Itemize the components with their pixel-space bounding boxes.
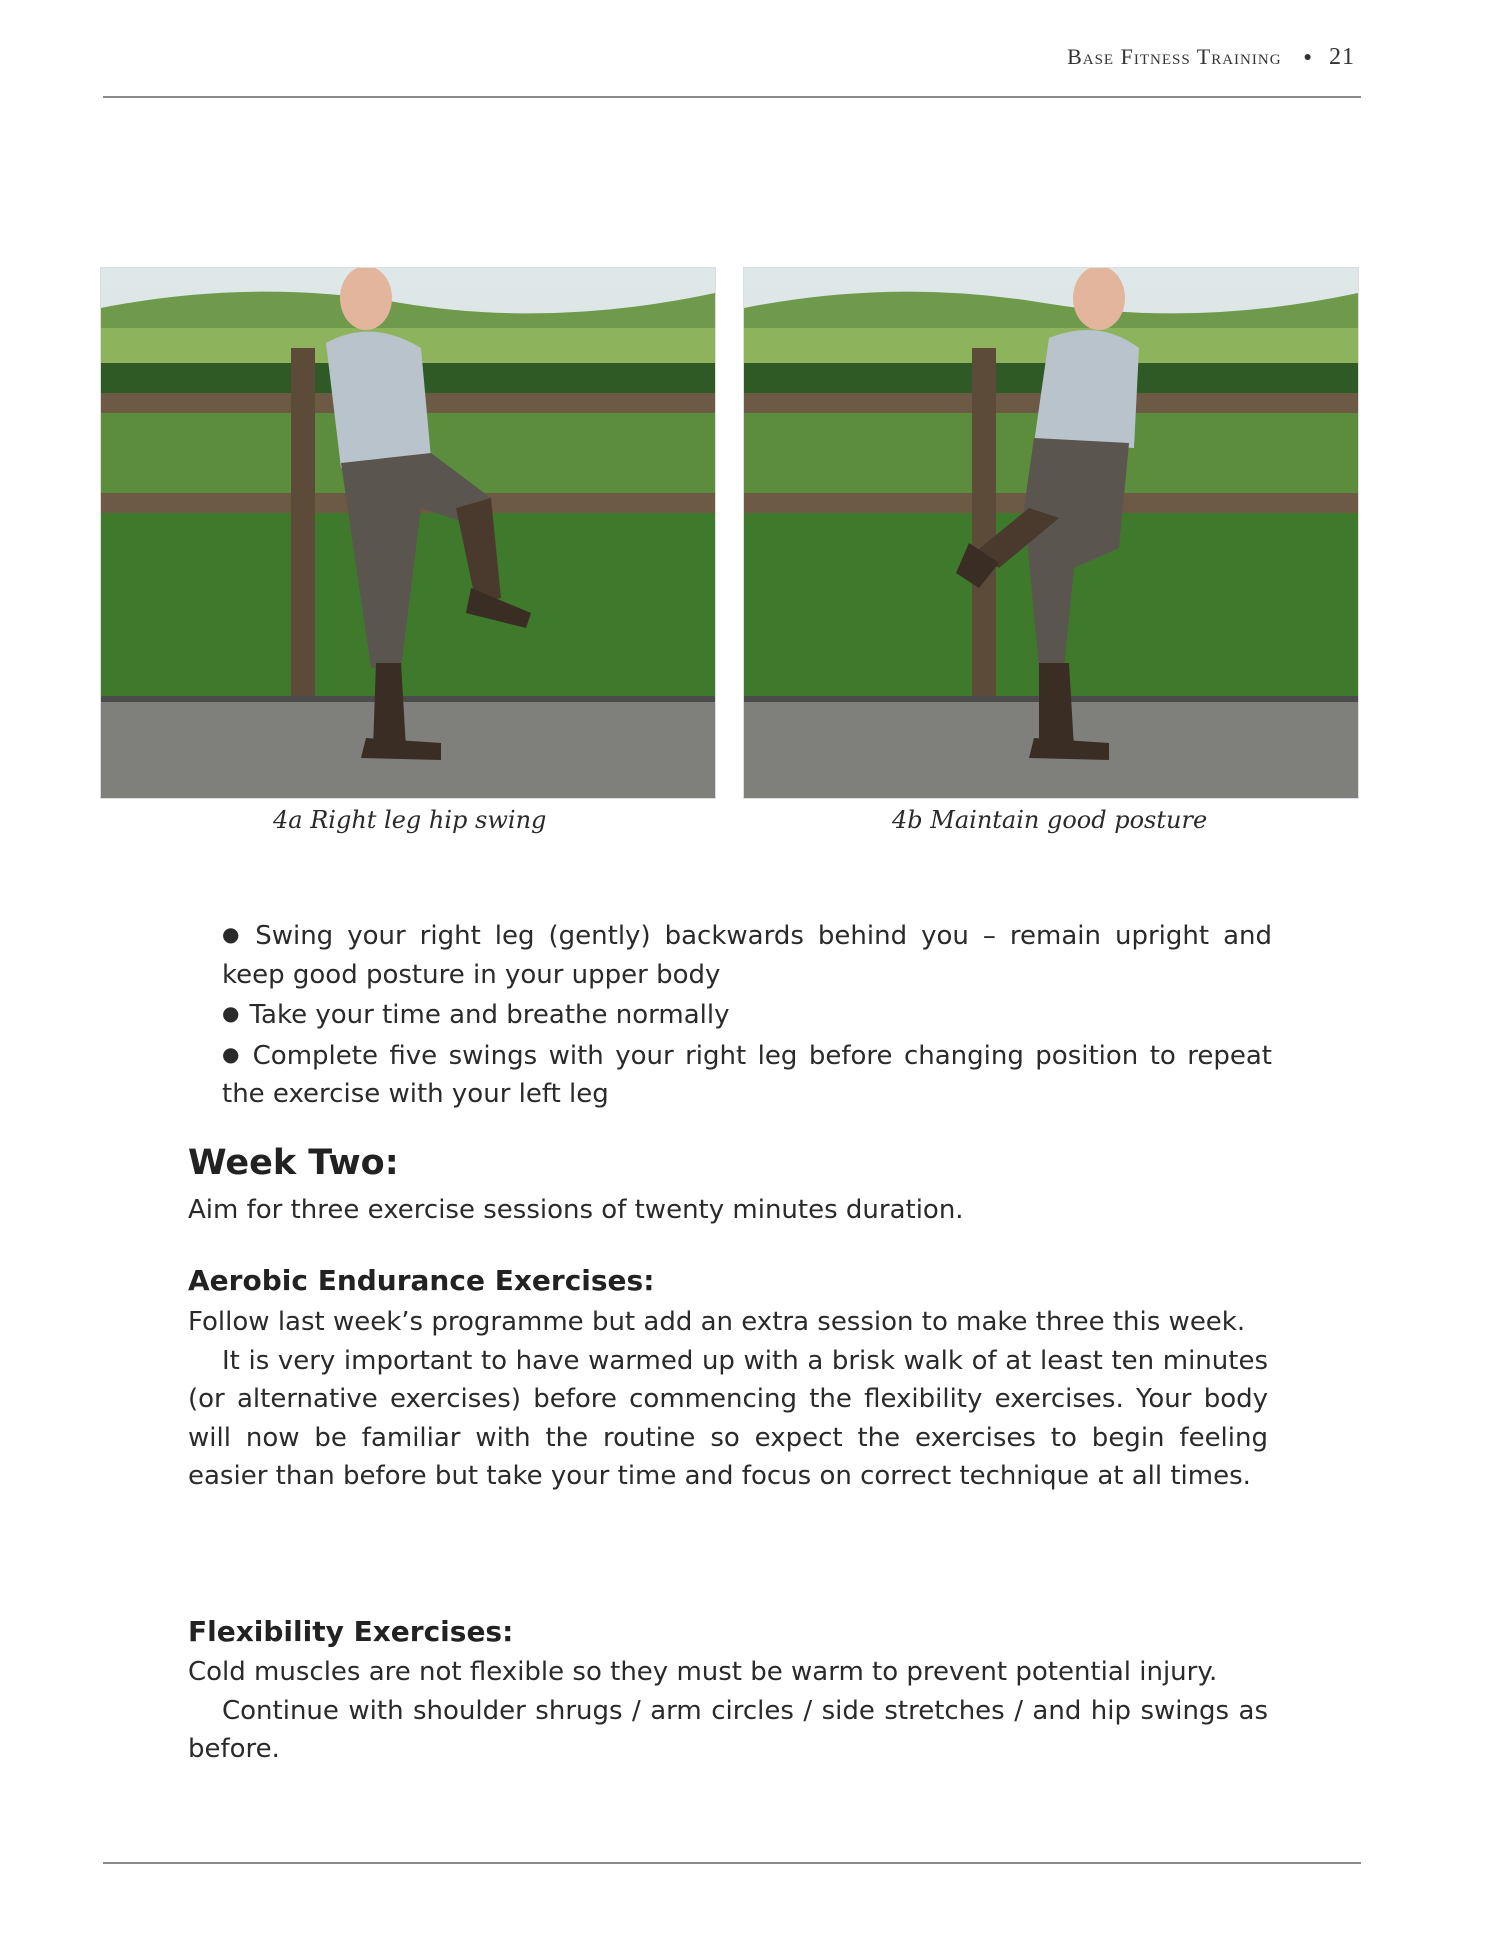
bullet-separator: ● bbox=[1303, 50, 1313, 65]
flexibility-text bbox=[188, 1653, 1268, 1769]
running-title: Base Fitness Training bbox=[1067, 44, 1282, 69]
photo-4b bbox=[743, 267, 1359, 799]
figure-caption-4a: 4a Right leg hip swing bbox=[273, 806, 547, 834]
subheading-aerobic: Aerobic Endurance Exercises: bbox=[188, 1264, 655, 1297]
figure-caption-4b: 4b Maintain good posture bbox=[892, 806, 1208, 834]
list-item: ● Complete five swings with your right leg before changing position to repeat the exercise with your left leg bbox=[222, 1040, 1273, 1109]
aerobic-text bbox=[188, 1303, 1268, 1496]
footer-rule bbox=[103, 1862, 1361, 1864]
page-number: 21 bbox=[1329, 44, 1355, 70]
subheading-flexibility: Flexibility Exercises: bbox=[188, 1615, 514, 1648]
list-item: ● Take your time and breathe normally bbox=[222, 1000, 730, 1030]
running-header bbox=[0, 44, 1355, 71]
week-two-intro: Aim for three exercise sessions of twenty minutes duration. bbox=[188, 1195, 964, 1225]
section-heading-week-two: Week Two: bbox=[188, 1143, 399, 1183]
list-item: ● Swing your right leg (gently) backwards behind you – remain upright and keep good posture in your upper body bbox=[222, 921, 1272, 990]
bullet-list bbox=[222, 915, 1272, 1114]
header-rule bbox=[103, 96, 1361, 98]
paragraph: Follow last week’s programme but add an extra session to make three this week. bbox=[188, 1307, 1246, 1337]
paragraph: Cold muscles are not flexible so they must be warm to prevent potential injury. bbox=[188, 1657, 1218, 1687]
photo-4a bbox=[100, 267, 716, 799]
paragraph: Continue with shoulder shrugs / arm circles / side stretches / and hip swings as before. bbox=[188, 1695, 1268, 1764]
paragraph: It is very important to have warmed up with a brisk walk of at least ten minutes (or alternative exercises) before commencing the flexibility exercises. Your body will now be familiar with the routine so expect the exercises to begin feeling easier than before but take your time and focus on correct technique at all times. bbox=[188, 1345, 1268, 1491]
